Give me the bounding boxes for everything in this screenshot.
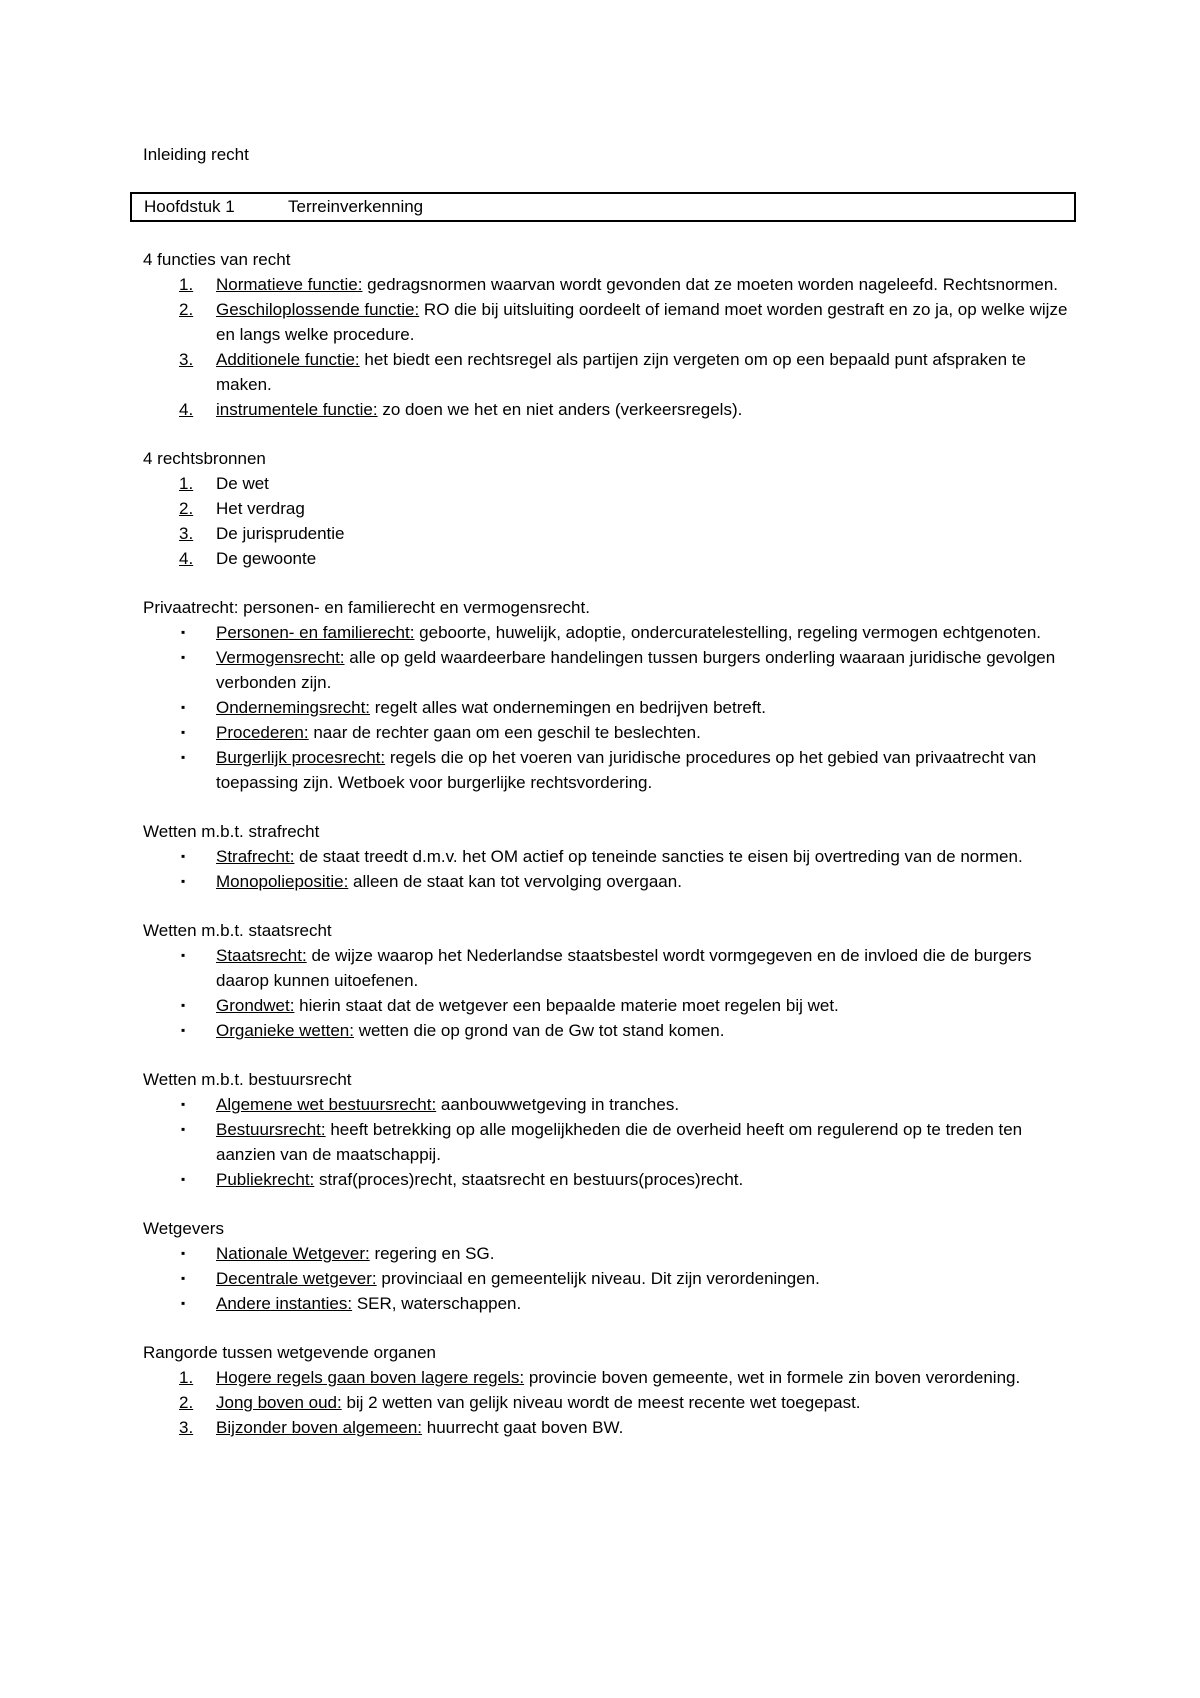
item-text: de staat treedt d.m.v. het OM actief op teneinde sancties te eisen bij overtreding van de normen. (294, 847, 1023, 866)
item-text: hierin staat dat de wetgever een bepaalde materie moet regelen bij wet. (294, 996, 839, 1015)
list-item (143, 943, 1083, 993)
item-text: gedragsnormen waarvan wordt gevonden dat ze moeten worden nageleefd. Rechtsnormen. (362, 275, 1058, 294)
list-item (143, 1018, 1083, 1043)
item-term: Bijzonder boven algemeen: (216, 1418, 423, 1437)
section-title: Wetten m.b.t. staatsrecht (143, 921, 332, 940)
list-item (143, 1365, 1083, 1390)
document-title: Inleiding recht (143, 145, 249, 164)
item-term: Decentrale wetgever: (216, 1269, 377, 1288)
list-item (143, 1291, 1083, 1316)
list-number: 2. (179, 300, 194, 319)
list-number: 3. (179, 350, 194, 369)
bullet-list (143, 844, 1083, 894)
item-text: regelt alles wat ondernemingen en bedrijven betreft. (370, 698, 766, 717)
item-term: Burgerlijk procesrecht: (216, 748, 386, 767)
list-number: 4. (179, 400, 194, 419)
bullet-icon: ▪ (181, 948, 186, 962)
bullet-icon: ▪ (181, 650, 186, 664)
document-body (143, 247, 1083, 1464)
item-term: Grondwet: (216, 996, 295, 1015)
section (143, 1340, 1083, 1440)
section-title: Wetten m.b.t. strafrecht (143, 822, 320, 841)
list-item (143, 645, 1083, 695)
item-text: De wet (216, 474, 269, 493)
list-number: 1. (179, 1368, 194, 1387)
item-term: instrumentele functie: (216, 400, 378, 419)
item-term: Ondernemingsrecht: (216, 698, 371, 717)
section-title: Privaatrecht: personen- en familierecht en vermogensrecht. (143, 598, 590, 617)
list-number: 3. (179, 524, 194, 543)
section (143, 819, 1083, 894)
bullet-icon: ▪ (181, 625, 186, 639)
item-term: Strafrecht: (216, 847, 295, 866)
bullet-icon: ▪ (181, 1296, 186, 1310)
bullet-icon: ▪ (181, 700, 186, 714)
item-text: RO die bij uitsluiting oordeelt of iemand moet worden gestraft en zo ja, op welke wijze en langs welke procedure. (216, 300, 1068, 344)
list-item (143, 993, 1083, 1018)
chapter-title: Terreinverkenning (288, 197, 424, 216)
item-text: huurrecht gaat boven BW. (422, 1418, 624, 1437)
bullet-icon: ▪ (181, 1122, 186, 1136)
bullet-list (143, 943, 1083, 1043)
bullet-icon: ▪ (181, 849, 186, 863)
list-item (143, 1167, 1083, 1192)
item-text: aanbouwwetgeving in tranches. (436, 1095, 680, 1114)
bullet-icon: ▪ (181, 1271, 186, 1285)
list-item (143, 695, 1083, 720)
section (143, 446, 1083, 571)
item-term: Organieke wetten: (216, 1021, 354, 1040)
bullet-list (143, 1092, 1083, 1192)
item-term: Normatieve functie: (216, 275, 363, 294)
list-number: 4. (179, 549, 194, 568)
list-item (143, 521, 1083, 546)
item-text: alle op geld waardeerbare handelingen tussen burgers onderling waaraan juridische gevolgen verbonden zijn. (216, 648, 1056, 692)
list-item (143, 546, 1083, 571)
list-item (143, 1092, 1083, 1117)
item-text: De jurisprudentie (216, 524, 345, 543)
list-item (143, 347, 1083, 397)
section (143, 247, 1083, 422)
bullet-icon: ▪ (181, 725, 186, 739)
item-term: Andere instanties: (216, 1294, 353, 1313)
list-item (143, 720, 1083, 745)
item-text: zo doen we het en niet anders (verkeersregels). (377, 400, 743, 419)
section-title: 4 rechtsbronnen (143, 449, 266, 468)
list-item (143, 496, 1083, 521)
item-text: wetten die op grond van de Gw tot stand komen. (353, 1021, 725, 1040)
bullet-icon: ▪ (181, 750, 186, 764)
item-term: Geschiloplossende functie: (216, 300, 420, 319)
section (143, 1216, 1083, 1316)
item-term: Nationale Wetgever: (216, 1244, 370, 1263)
numbered-list (143, 272, 1083, 422)
item-term: Procederen: (216, 723, 309, 742)
section (143, 1067, 1083, 1192)
list-item (143, 297, 1083, 347)
bullet-icon: ▪ (181, 998, 186, 1012)
item-term: Monopoliepositie: (216, 872, 349, 891)
item-text: regering en SG. (369, 1244, 495, 1263)
item-term: Vermogensrecht: (216, 648, 345, 667)
list-item (143, 1415, 1083, 1440)
section (143, 595, 1083, 795)
bullet-icon: ▪ (181, 874, 186, 888)
item-term: Personen- en familierecht: (216, 623, 415, 642)
item-text: provinciaal en gemeentelijk niveau. Dit zijn verordeningen. (376, 1269, 820, 1288)
item-term: Jong boven oud: (216, 1393, 342, 1412)
item-text: naar de rechter gaan om een geschil te beslechten. (308, 723, 701, 742)
section-title: Wetten m.b.t. bestuursrecht (143, 1070, 352, 1089)
bullet-icon: ▪ (181, 1023, 186, 1037)
list-number: 3. (179, 1418, 194, 1437)
section-title: Wetgevers (143, 1219, 224, 1238)
item-text: het biedt een rechtsregel als partijen zijn vergeten om op een bepaald punt afspraken te maken. (216, 350, 1026, 394)
bullet-icon: ▪ (181, 1246, 186, 1260)
list-number: 2. (179, 1393, 194, 1412)
bullet-icon: ▪ (181, 1172, 186, 1186)
item-text: straf(proces)recht, staatsrecht en bestuurs(proces)recht. (314, 1170, 744, 1189)
section-title: 4 functies van recht (143, 250, 291, 269)
section (143, 918, 1083, 1043)
item-term: Algemene wet bestuursrecht: (216, 1095, 437, 1114)
list-item (143, 1241, 1083, 1266)
list-item (143, 1266, 1083, 1291)
list-number: 1. (179, 474, 194, 493)
item-text: de wijze waarop het Nederlandse staatsbestel wordt vormgegeven en de invloed die de burgers daarop kunnen uitoefenen. (216, 946, 1032, 990)
list-item (143, 844, 1083, 869)
item-term: Additionele functie: (216, 350, 360, 369)
numbered-list (143, 471, 1083, 571)
bullet-list (143, 620, 1083, 795)
item-text: bij 2 wetten van gelijk niveau wordt de meest recente wet toegepast. (341, 1393, 861, 1412)
item-text: Het verdrag (216, 499, 305, 518)
item-text: De gewoonte (216, 549, 317, 568)
item-text: heeft betrekking op alle mogelijkheden die de overheid heeft om regulerend op te treden ten aanzien van de maatschappij. (216, 1120, 1023, 1164)
list-item (143, 397, 1083, 422)
numbered-list (143, 1365, 1083, 1440)
list-item (143, 1117, 1083, 1167)
list-item (143, 620, 1083, 645)
list-item (143, 869, 1083, 894)
item-term: Staatsrecht: (216, 946, 307, 965)
item-term: Hogere regels gaan boven lagere regels: (216, 1368, 525, 1387)
list-item (143, 745, 1083, 795)
item-text: SER, waterschappen. (352, 1294, 522, 1313)
chapter-heading-box (130, 192, 1076, 222)
list-number: 2. (179, 499, 194, 518)
item-term: Publiekrecht: (216, 1170, 315, 1189)
bullet-list (143, 1241, 1083, 1316)
section-title: Rangorde tussen wetgevende organen (143, 1343, 436, 1362)
chapter-number: Hoofdstuk 1 (144, 197, 235, 216)
item-text: regels die op het voeren van juridische procedures op het gebied van privaatrecht van toepassing zijn. Wetboek voor burgerlijke rechtsvordering. (216, 748, 1037, 792)
item-text: geboorte, huwelijk, adoptie, ondercuratelestelling, regeling vermogen echtgenoten. (414, 623, 1042, 642)
item-text: provincie boven gemeente, wet in formele zin boven verordening. (524, 1368, 1021, 1387)
list-item (143, 1390, 1083, 1415)
item-text: alleen de staat kan tot vervolging overgaan. (348, 872, 682, 891)
list-item (143, 471, 1083, 496)
list-number: 1. (179, 275, 194, 294)
list-item (143, 272, 1083, 297)
item-term: Bestuursrecht: (216, 1120, 326, 1139)
bullet-icon: ▪ (181, 1097, 186, 1111)
